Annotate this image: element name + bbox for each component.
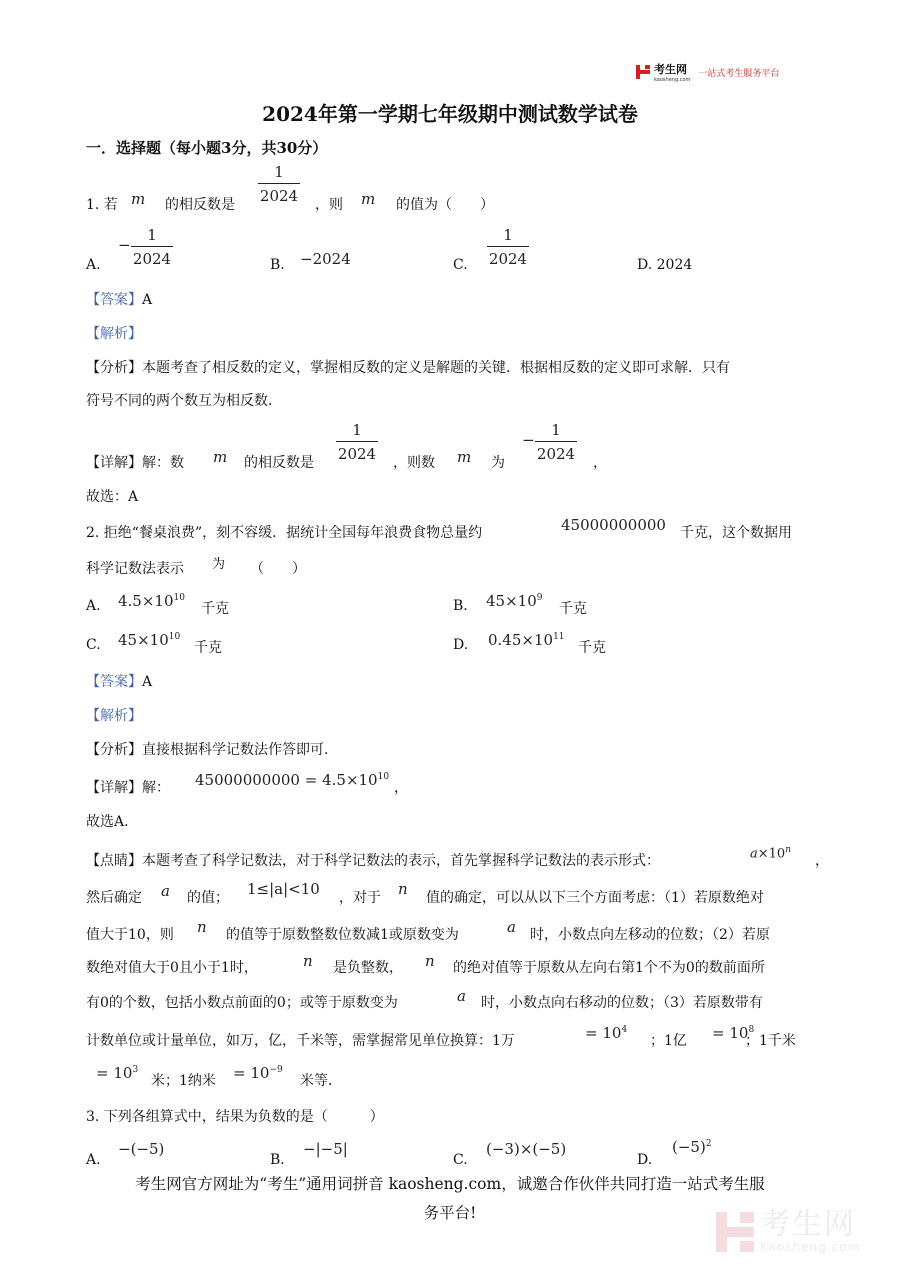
q1-detail-var-m-2: m: [457, 448, 472, 466]
q2-option-a-value: $4.5\times 10^{10}$: [118, 592, 185, 610]
q1-option-b-label: B.: [270, 257, 285, 273]
q2-tip-line2b: 的值；: [187, 890, 229, 906]
q2-tip-line5b: 时，小数点向右移动的位数；（3）若原数带有: [481, 995, 763, 1011]
q2-option-d-unit: 千克: [578, 640, 606, 656]
q1-option-c-label: C.: [453, 257, 468, 273]
q2-tip-line4b: 是负整数，: [333, 960, 403, 976]
q1-analysis-tag: 【解析】: [86, 326, 142, 342]
q2-tip-wan: = $10^4$: [585, 1024, 628, 1042]
q2-option-b-label: B.: [453, 598, 468, 614]
q2-conclusion: 故选A．: [86, 814, 139, 830]
q2-tip-line3a: 值大于10，则: [86, 927, 174, 943]
q2-tip-var-a: a: [161, 882, 170, 900]
q2-option-b-value: $45\times 10^9$: [486, 592, 543, 610]
q3-option-a-label: A.: [86, 1152, 101, 1168]
q2-tip-line7b: 米等．: [300, 1073, 342, 1089]
q1-detail-fraction-2: 1 2024: [536, 421, 576, 463]
q2-tip-var-n-2: n: [197, 918, 207, 936]
q1-fenxi-line2: 符号不同的两个数互为相反数．: [86, 393, 282, 409]
q2-tip-var-a-2: a: [507, 918, 516, 936]
q2-option-a-unit: 千克: [201, 601, 229, 617]
watermark-domain: Kaosheng.com: [760, 1240, 861, 1254]
q2-option-b-unit: 千克: [559, 601, 587, 617]
section-heading: 一．选择题（每小题3分，共30分）: [86, 139, 328, 157]
q2-tip-line7a: 米；1纳米: [151, 1073, 216, 1089]
q2-option-c-unit: 千克: [194, 640, 222, 656]
q1-detail-var-m: m: [213, 448, 228, 466]
q2-tip-line2d: 值的确定，可以从以下三个方面考虑：（1）若原数绝对: [426, 890, 764, 906]
q2-tip-line5a: 有0的个数，包括小数点前面的0；或等于原数变为: [86, 995, 398, 1011]
q1-fenxi-line1: 【分析】本题考查了相反数的定义，掌握相反数的定义是解题的关键．根据相反数的定义即可求解．只有: [86, 360, 730, 376]
q2-tip-form: $a\times 10^n$: [750, 845, 791, 862]
q2-option-d-label: D.: [453, 637, 469, 653]
q2-tip-line1-end: ，: [815, 853, 829, 869]
q2-tip-line1: 【点睛】本题考查了科学记数法，对于科学记数法的表示，首先掌握科学记数法的表示形式：: [86, 853, 660, 869]
q3-option-b: −|−5|: [303, 1140, 348, 1158]
q2-tip-km: = $10^3$: [96, 1064, 139, 1082]
logo-slogan: 一站式考生服务平台: [698, 68, 780, 79]
q3-option-c: (−3)×(−5): [486, 1140, 567, 1158]
q2-stem-a: 2. 拒绝“餐桌浪费”，刻不容缓．据统计全国每年浪费食物总量约: [86, 525, 483, 541]
q2-tip-line2a: 然后确定: [86, 890, 142, 906]
logo-icon: [636, 65, 650, 79]
q1-stem-a: 1. 若: [86, 197, 118, 213]
q2-detail-comma: ，: [394, 780, 408, 796]
q2-tip-line6c: ；1千米: [745, 1033, 796, 1049]
q2-analysis-tag: 【解析】: [86, 708, 142, 724]
exam-title: 2024年第一学期七年级期中测试数学试卷: [262, 102, 638, 126]
q1-fraction: 1 2024: [259, 163, 299, 205]
q1-answer: 【答案】A: [86, 292, 153, 308]
q2-number: 45000000000: [561, 516, 666, 534]
q2-tip-var-a-3: a: [457, 987, 466, 1005]
q2-option-d-value: $0.45\times 10^{11}$: [488, 631, 565, 649]
logo-wordmark: 考生网 kaosheng.com: [654, 63, 691, 83]
q3-option-c-label: C.: [453, 1152, 468, 1168]
q1-option-a-fraction: 1 2024: [132, 226, 172, 268]
q2-tip-var-n-4: n: [425, 952, 435, 970]
watermark-text: 考生网: [760, 1207, 856, 1242]
footer-line2: 务平台!: [423, 1204, 477, 1222]
q2-paren: （ ）: [250, 561, 306, 577]
q1-var-m-2: m: [361, 190, 376, 208]
q2-tip-line6a: 计数单位或计量单位，如万，亿，千米等，需掌握常见单位换算：1万: [86, 1033, 515, 1049]
q2-tip-yi: = $10^8$: [712, 1024, 755, 1042]
q2-option-a-label: A.: [86, 598, 101, 614]
q2-tip-range: 1≤|a|<10: [247, 880, 320, 898]
watermark-logo-icon: [716, 1212, 754, 1252]
q2-option-c-label: C.: [86, 637, 101, 653]
q2-detail-a: 【详解】解：: [86, 780, 170, 796]
q1-detail-c: ，则数: [393, 455, 435, 471]
q2-stem-c: 科学记数法表示: [86, 561, 184, 577]
q2-tip-line4c: 的绝对值等于原数从左向右第1个不为0的数前面所: [453, 960, 765, 976]
q2-tip-line2c: ，对于: [339, 890, 381, 906]
q1-option-a-label: A.: [86, 257, 101, 273]
q1-detail-minus: −: [522, 431, 535, 449]
q3-option-d-label: D.: [637, 1152, 653, 1168]
q1-detail-e: ，: [593, 455, 607, 471]
q2-tip-line4a: 数绝对值大于0且小于1时，: [86, 960, 258, 976]
q1-detail-a: 【详解】解：数: [86, 455, 184, 471]
q2-tip-nm: = $10^{-9}$: [233, 1064, 283, 1082]
q2-tip-var-n-3: n: [303, 952, 313, 970]
q1-stem-d: 的值为（ ）: [396, 197, 494, 213]
q2-tip-line3c: 时，小数点向左移动的位数；（2）若原: [530, 927, 770, 943]
q3-option-d: $(-5)^2$: [672, 1138, 712, 1156]
q2-tip-line3b: 的值等于原数整数位数减1或原数变为: [226, 927, 459, 943]
q2-fenxi: 【分析】直接根据科学记数法作答即可．: [86, 742, 338, 758]
q1-detail-d: 为: [491, 455, 505, 471]
q2-answer: 【答案】A: [86, 674, 153, 690]
q2-tip-line6b: ；1亿: [650, 1033, 687, 1049]
watermark: [716, 1207, 861, 1254]
q1-conclusion: 故选：A: [86, 489, 139, 505]
header-logo[interactable]: [636, 61, 779, 83]
q1-stem-c: ，则: [315, 197, 343, 213]
q3-option-a: −(−5): [118, 1140, 165, 1158]
q2-detail-equation: $45000000000 = 4.5\times 10^{10}$: [195, 771, 390, 789]
q2-wei: 为: [212, 557, 226, 572]
q3-option-b-label: B.: [270, 1152, 285, 1168]
q1-option-d: D. 2024: [637, 257, 693, 273]
q2-tip-var-n: n: [398, 880, 408, 898]
q1-stem-b: 的相反数是: [165, 197, 235, 213]
q1-option-c-fraction: 1 2024: [488, 226, 528, 268]
q1-detail-b: 的相反数是: [244, 455, 314, 471]
footer-line1: 考生网官方网址为“考生”通用词拼音 kaosheng.com，诚邀合作伙伴共同打造一站式考生服: [135, 1175, 765, 1193]
q1-var-m: m: [131, 190, 146, 208]
q1-detail-fraction: 1 2024: [337, 421, 377, 463]
q1-option-a-minus: −: [118, 236, 131, 254]
q2-stem-b: 千克，这个数据用: [680, 525, 792, 541]
q2-option-c-value: $45\times 10^{10}$: [118, 631, 181, 649]
q3-stem: 3. 下列各组算式中，结果为负数的是（ ）: [86, 1109, 384, 1125]
q1-option-b-value: −2024: [300, 250, 351, 268]
